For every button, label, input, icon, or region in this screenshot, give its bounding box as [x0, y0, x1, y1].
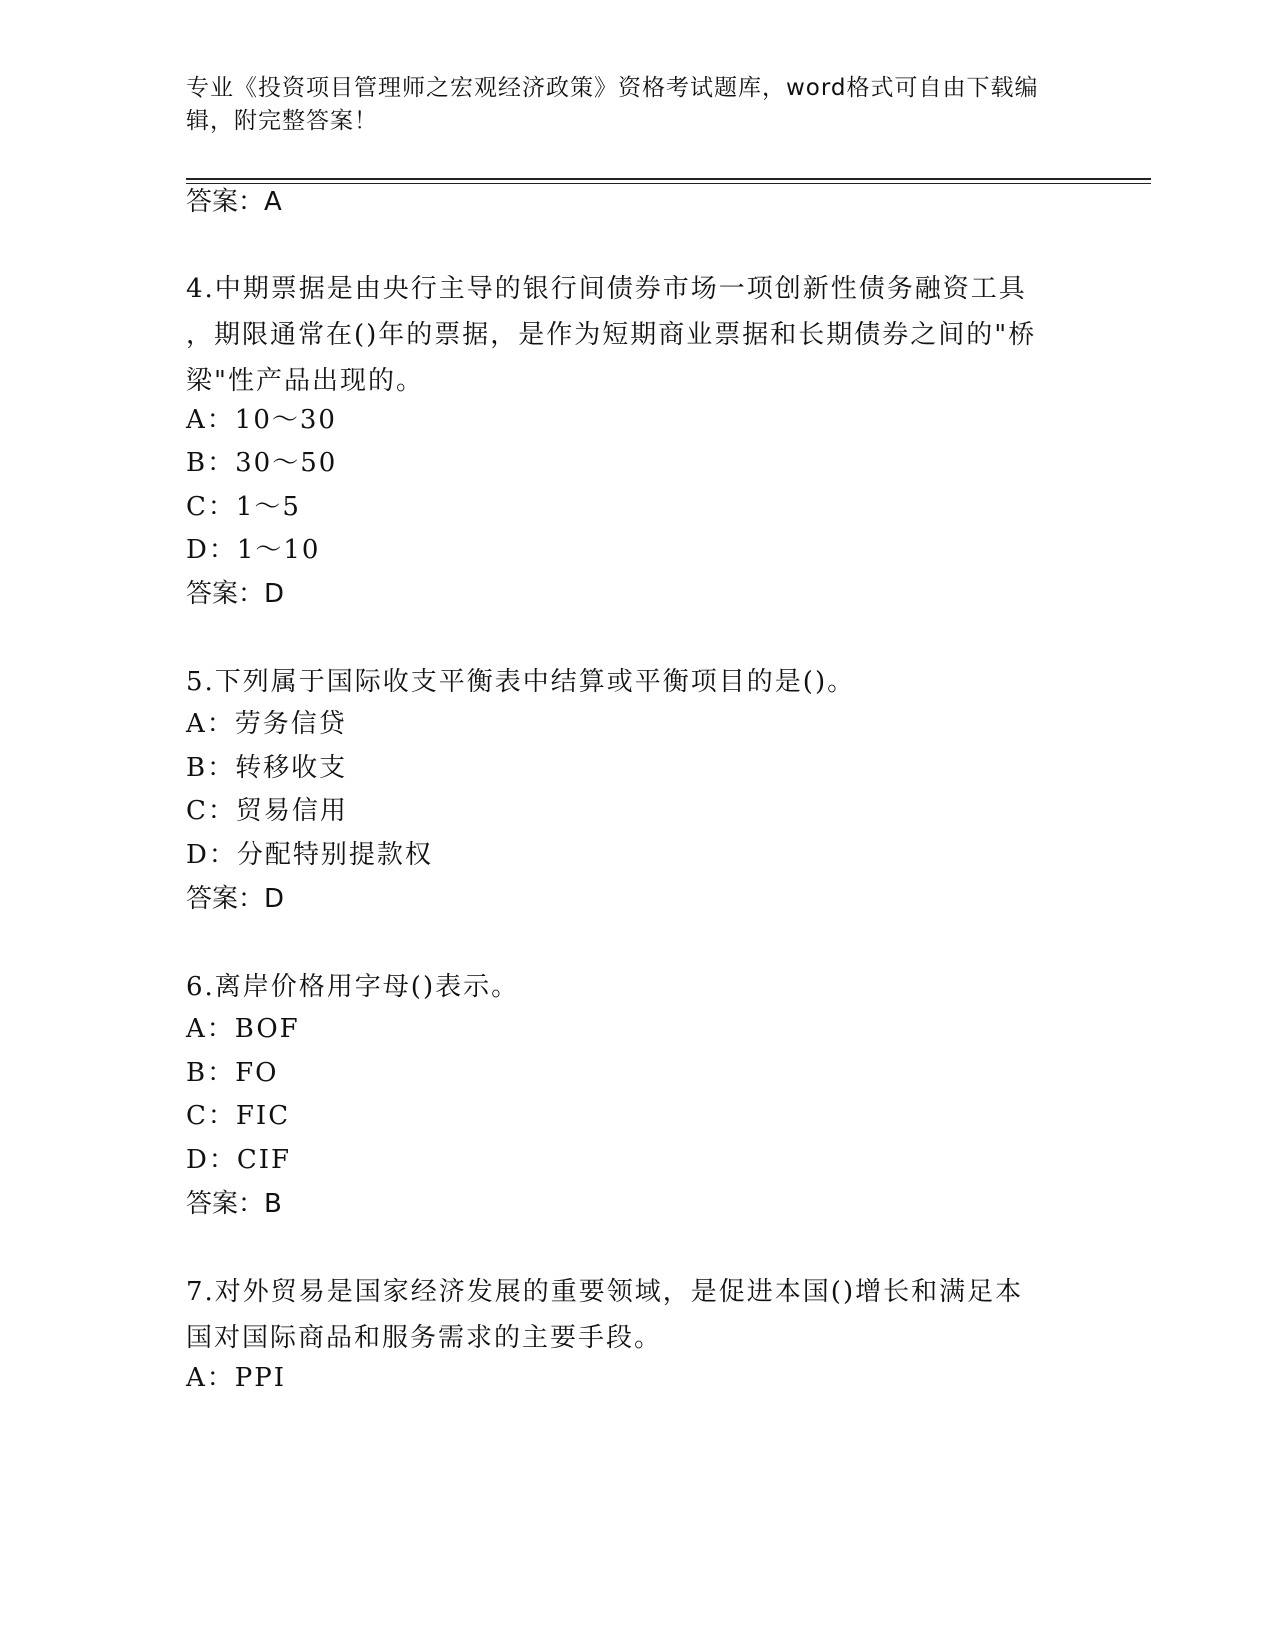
question-stem	[186, 659, 1076, 705]
option: B：FO	[186, 1058, 279, 1088]
answer-line: 答案：D	[186, 579, 285, 609]
stem-line: ，期限通常在()年的票据，是作为短期商业票据和长期债券之间的"桥	[186, 320, 1037, 350]
option: B：30～50	[186, 448, 338, 478]
answer-line: 答案：B	[186, 1189, 282, 1219]
header-divider-thin	[186, 183, 1151, 184]
option: D：CIF	[186, 1145, 292, 1175]
stem-line: 梁"性产品出现的。	[186, 366, 424, 396]
answer-line: 答案：A	[186, 187, 282, 217]
document-header	[186, 72, 1066, 138]
stem-line: 国对国际商品和服务需求的主要手段。	[186, 1323, 663, 1353]
question-stem	[186, 964, 1076, 1010]
stem-line: 5.下列属于国际收支平衡表中结算或平衡项目的是()。	[186, 667, 856, 697]
header-line: 专业《投资项目管理师之宏观经济政策》资格考试题库，word格式可自由下载编	[186, 75, 1039, 101]
option: C：1～5	[186, 492, 301, 522]
option: A：劳务信贷	[186, 709, 347, 739]
option: A：10～30	[186, 405, 337, 435]
option: A：BOF	[186, 1014, 300, 1044]
question-stem	[186, 1269, 1076, 1361]
option: D：分配特别提款权	[186, 840, 433, 870]
header-divider	[186, 178, 1151, 180]
stem-line: 6.离岸价格用字母()表示。	[186, 972, 520, 1002]
stem-line: 4.中期票据是由央行主导的银行间债券市场一项创新性债务融资工具	[186, 274, 1027, 304]
question-stem	[186, 266, 1076, 404]
option: B：转移收支	[186, 753, 348, 783]
header-line: 辑，附完整答案！	[186, 108, 378, 134]
answer-line: 答案：D	[186, 884, 285, 914]
stem-line: 7.对外贸易是国家经济发展的重要领域，是促进本国()增长和满足本	[186, 1277, 1024, 1307]
option: C：FIC	[186, 1101, 291, 1131]
option: A：PPI	[186, 1363, 287, 1393]
option: C：贸易信用	[186, 796, 348, 826]
option: D：1～10	[186, 535, 321, 565]
